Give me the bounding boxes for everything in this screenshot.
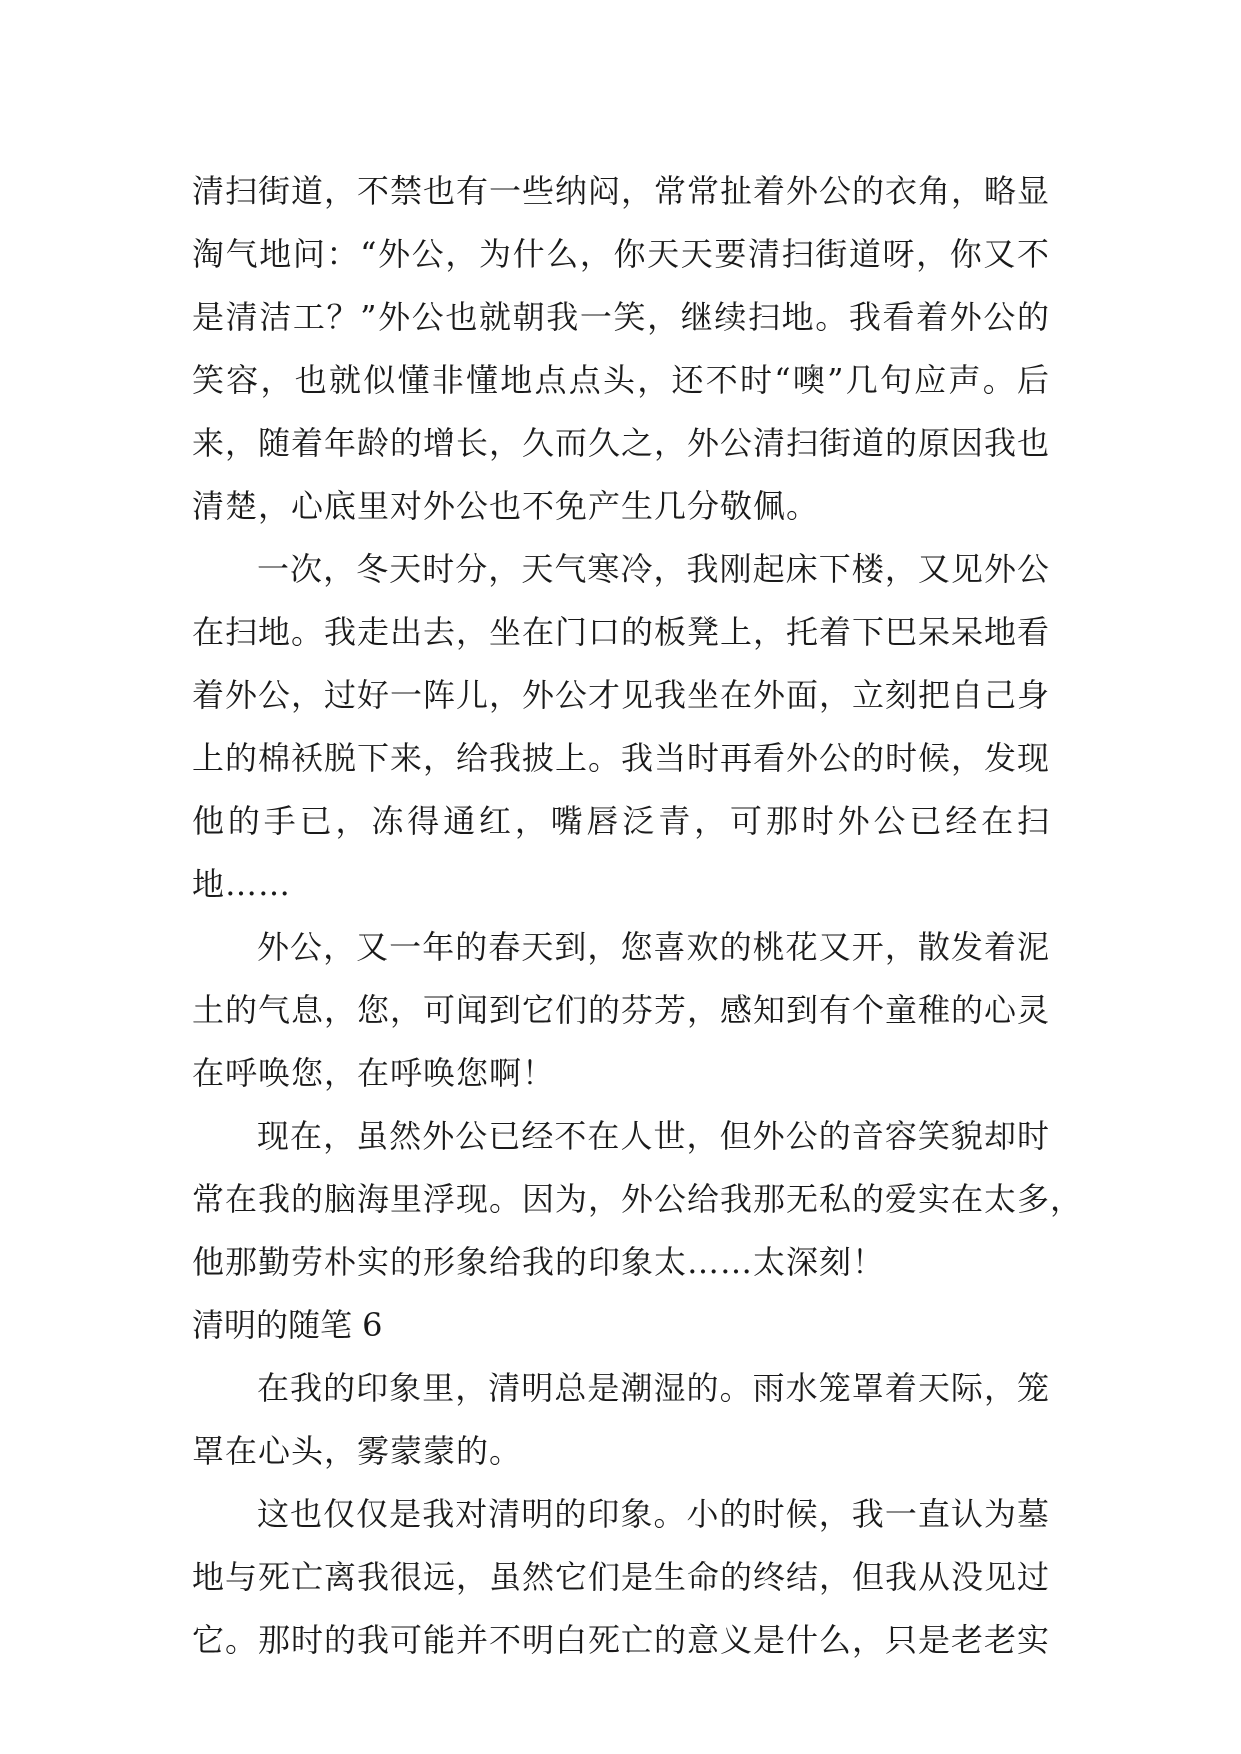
text-line: 清楚，心底里对外公也不免产生几分敬佩。 (192, 487, 820, 525)
text-line: 土的气息，您，可闻到它们的芬芳，感知到有个童稚的心灵 (192, 991, 1051, 1029)
text-line: 淘气地问：“外公，为什么，你天天要清扫街道呀，你又不 (192, 235, 1050, 273)
text-line: 笑容，也就似懂非懂地点点头，还不时“噢”几句应声。后 (192, 361, 1050, 399)
paragraph-first-line: 外公，又一年的春天到，您喜欢的桃花又开，散发着泥 (257, 928, 1050, 966)
text-line: 地…… (192, 865, 292, 903)
text-line: 他那勤劳朴实的形象给我的印象太……太深刻！ (192, 1243, 886, 1281)
text-line: 地与死亡离我很远，虽然它们是生命的终结，但我从没见过 (192, 1558, 1051, 1596)
text-line: 来，随着年龄的增长，久而久之，外公清扫街道的原因我也 (192, 424, 1051, 462)
section-heading: 清明的随笔 6 (192, 1306, 383, 1344)
text-line: 在呼唤您，在呼唤您啊！ (192, 1054, 556, 1092)
text-line: 在扫地。我走出去，坐在门口的板凳上，托着下巴呆呆地看 (192, 613, 1051, 651)
paragraph-first-line: 现在，虽然外公已经不在人世，但外公的音容笑貌却时 (257, 1117, 1050, 1155)
text-line: 是清洁工？”外公也就朝我一笑，继续扫地。我看着外公的 (192, 298, 1050, 336)
paragraph-first-line: 在我的印象里，清明总是潮湿的。雨水笼罩着天际，笼 (257, 1369, 1050, 1407)
text-line: 罩在心头，雾蒙蒙的。 (192, 1432, 523, 1470)
paragraph-first-line: 一次，冬天时分，天气寒冷，我刚起床下楼，又见外公 (257, 550, 1050, 588)
document-page (192, 160, 1084, 1672)
paragraph-first-line: 这也仅仅是我对清明的印象。小的时候，我一直认为墓 (257, 1495, 1050, 1533)
text-line: 着外公，过好一阵儿，外公才见我坐在外面，立刻把自己身 (192, 676, 1051, 714)
text-line: 清扫街道，不禁也有一些纳闷，常常扯着外公的衣角，略显 (192, 172, 1051, 210)
text-line: 常在我的脑海里浮现。因为，外公给我那无私的爱实在太多， (192, 1180, 1084, 1218)
text-line: 他的手已，冻得通红，嘴唇泛青，可那时外公已经在扫 (192, 802, 1050, 840)
text-line: 它。那时的我可能并不明白死亡的意义是什么，只是老老实 (192, 1621, 1051, 1659)
text-line: 上的棉袄脱下来，给我披上。我当时再看外公的时候，发现 (192, 739, 1051, 777)
